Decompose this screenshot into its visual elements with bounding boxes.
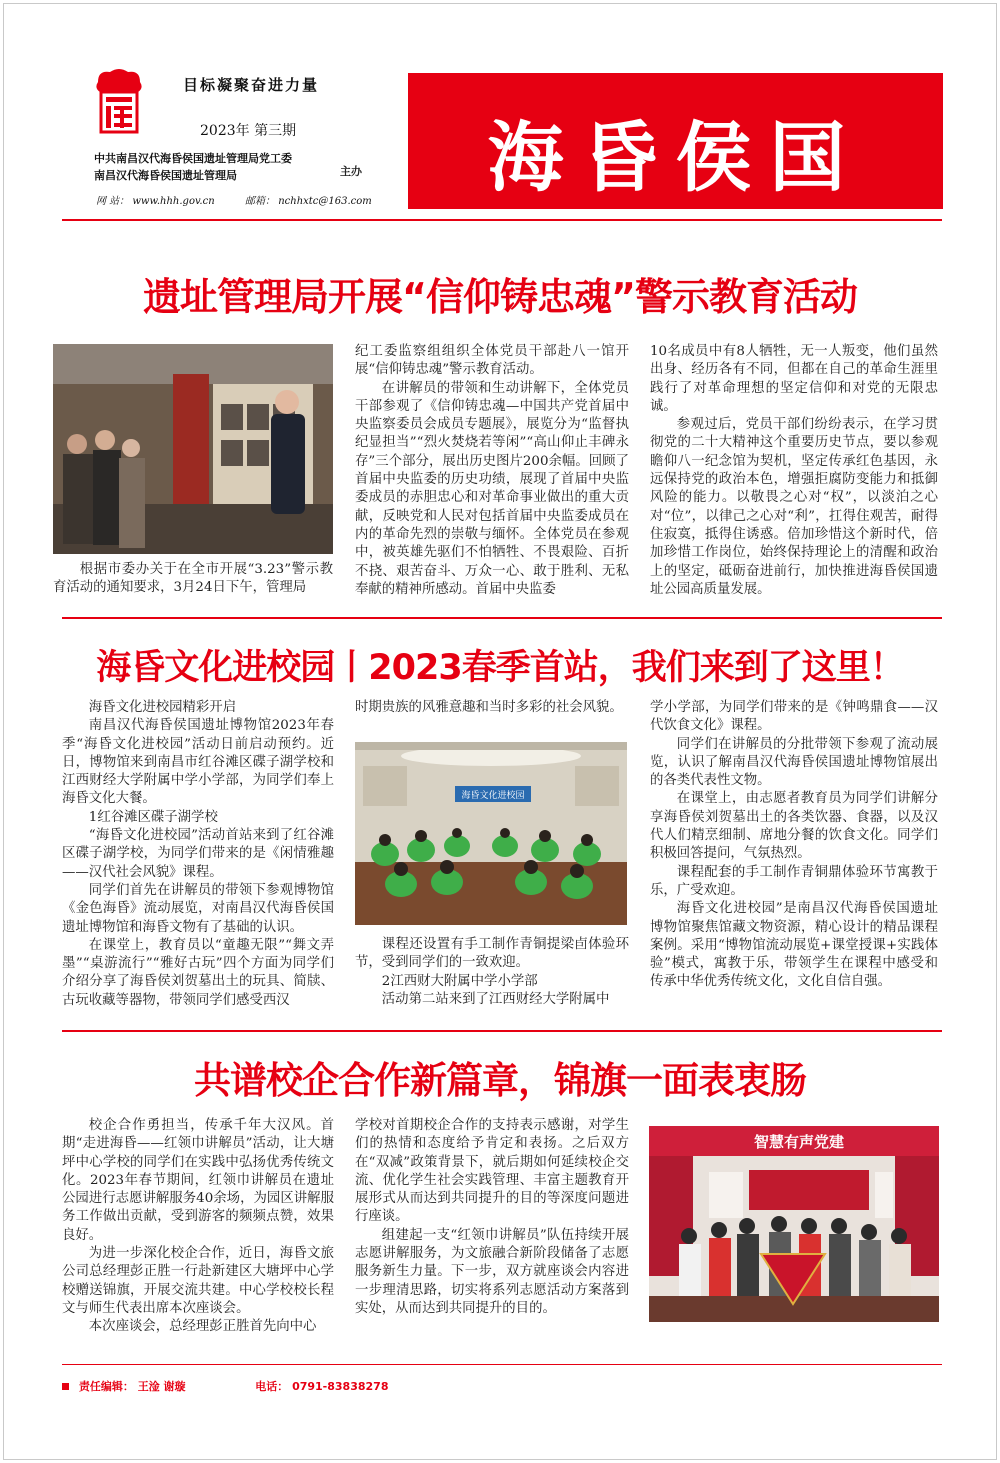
- section-rule: [62, 617, 942, 619]
- organizer-line-2: 南昌汉代海昏侯国遗址管理局: [94, 169, 237, 182]
- paragraph: 校企合作勇担当，传承千年大汉风。首期“走进海昏——红领巾讲解员”活动，让大塘坪中心学校的同学们在实践中弘扬优秀传统文化。2023年春节期间，红领巾讲解员在遗址公园进行志愿讲解服务40余场，为园区讲解服务工作做出贡献，受到游客的频频点赞，效果良好。: [62, 1118, 334, 1243]
- masthead-title: 海昏侯国: [487, 113, 864, 202]
- slogan: 目标凝聚奋进力量: [183, 76, 320, 94]
- paragraph: 同学们首先在讲解员的带领下参观博物馆《金色海昏》流动展览，对南昌汉代海昏侯国遗址博物馆和海昏文物有了基础的认识。: [62, 882, 334, 935]
- paragraph: 学校对首期校企合作的支持表示感谢，对学生们的热情和态度给予肯定和表扬。之后双方在“双减”政策背景下，就后期如何延续校企交流、优化学生社会实践管理、丰富主题教育开展形式从而达到共同提升的目的等深度问题进行座谈。: [355, 1118, 629, 1225]
- paragraph: 学小学部，为同学们带来的是《钟鸣鼎食——汉代饮食文化》课程。: [650, 700, 938, 734]
- paragraph: “海昏文化进校园”活动首站来到了红谷滩区碟子湖学校，为同学们带来的是《闲情雅趣——汉代社会风貌》课程。: [62, 828, 334, 880]
- phone-number: 0791-83838278: [292, 1380, 389, 1393]
- article2-headline: 海昏文化进校园丨2023春季首站，我们来到了这里！: [96, 648, 904, 688]
- masthead: [408, 73, 943, 209]
- section-rule: [62, 1030, 942, 1032]
- editor-label: 责任编辑：: [78, 1380, 134, 1393]
- article2-col3: [650, 699, 938, 992]
- article1-caption: 根据市委办关于在全市开展“3.23”警示教育活动的通知要求，3月24日下午，管理局: [53, 562, 333, 596]
- paragraph: 为进一步深化校企合作，近日，海昏文旅公司总经理彭正胜一行赴新建区大塘坪中心学校赠送锦旗，开展交流共建。中心学校校长程文与师生代表出席本次座谈会。: [62, 1246, 334, 1316]
- paragraph: 2江西财大附属中学小学部: [381, 973, 538, 989]
- article2-col1: [62, 699, 334, 1010]
- paragraph: 海昏文化进校园”是南昌汉代海昏侯国遗址博物馆聚焦馆藏文物资源，精心设计的精品课程案例。采用“博物馆流动展览+课堂授课+实践体验”模式，寓教于乐，带领学生在课程中感受和传承中华优秀传统文化，文化自信自强。: [650, 901, 938, 990]
- paragraph: 同学们在讲解员的分批带领下参观了流动展览，认识了解南昌汉代海昏侯国遗址博物馆展出的各类代表性文物。: [650, 736, 938, 789]
- seal-logo: [92, 66, 146, 136]
- footer-rule: [62, 1364, 942, 1365]
- organizer-line-1: 中共南昌汉代海昏侯国遗址管理局党工委: [94, 152, 292, 165]
- editor-names: 王淦 谢璇: [137, 1380, 186, 1393]
- website-label: 网 站：: [96, 196, 130, 207]
- paragraph: 课程配套的手工制作青铜鼎体验环节寓教于乐，广受欢迎。: [650, 864, 938, 898]
- article3-photo: [649, 1126, 939, 1322]
- contact-line: [96, 192, 372, 207]
- paragraph: 纪工委监察组组织全体党员干部赴八一馆开展“信仰铸忠魂”警示教育活动。: [355, 344, 629, 378]
- article2-col2-bottom: [355, 936, 629, 1009]
- paragraph: 在讲解员的带领和生动讲解下，全体党员干部参观了《信仰铸忠魂—中国共产党首届中央监察委员会成员专题展》，展览分为“监督执纪显担当”“烈火焚烧若等闲”“高山仰止丰碑永存”三个部分，展出历史图片200余幅。回顾了首届中央监委的历史功绩，展现了首届中央监委成员的赤胆忠心和对革命事业做出的重大贡献，反映党和人民对包括首届中央监委成员在内的革命先烈的崇敬与缅怀。全体党员在参观中，被英雄先驱们不怕牺牲、不畏艰险、百折不挠、艰苦奋斗、万众一心、敢于胜利、无私奉献的精神所感动。首届中央监委: [355, 380, 629, 597]
- bullet-square-icon: [62, 1383, 69, 1390]
- paragraph: 本次座谈会，总经理彭正胜首先向中心: [88, 1319, 317, 1335]
- article1-col3: [650, 343, 938, 599]
- article3-col1: [62, 1117, 334, 1337]
- article1-headline: 遗址管理局开展“信仰铸忠魂”警示教育活动: [143, 275, 857, 319]
- email-label: 邮箱：: [245, 196, 276, 207]
- footer: [62, 1378, 388, 1394]
- article3-col2: [355, 1117, 629, 1318]
- paragraph: 参观过后，党员干部们纷纷表示，在学习贯彻党的二十大精神这个重要历史节点，要以参观瞻仰八一纪念馆为契机，坚定传承红色基因，永远保持党的政治本色，增强拒腐防变能力和抵御风险的能力。以敬畏之心对“权”，以淡泊之心对“位”，以律己之心对“利”，扛得住观苦，耐得住寂寞，抵得住诱惑。倍加珍惜这个新时代，倍加珍惜工作岗位，始终保持理论上的清醒和政治上的坚定，砥砺奋进前行，加快推进海昏侯国遗址公园高质量发展。: [650, 417, 938, 597]
- phone-label: 电话：: [255, 1380, 289, 1393]
- host-label: 主办: [340, 165, 362, 178]
- article1-col2: [355, 343, 629, 599]
- photo-banner: 智慧有声党建: [753, 1133, 845, 1151]
- paragraph: 时期贵族的风雅意趣和当时多彩的社会风貌。: [355, 700, 623, 715]
- article2-col2-top: [355, 699, 629, 717]
- paragraph: 海昏文化进校园精彩开启: [88, 700, 237, 715]
- paragraph: 组建起一支“红领巾讲解员”队伍持续开展志愿讲解服务，为文旅融合新阶段储备了志愿服务新生力量。下一步，双方就座谈会内容进一步理清思路，切实将系列志愿活动方案落到实处，从而达到共同提升的目的。: [355, 1227, 629, 1316]
- article1-photo: [53, 344, 333, 554]
- website-link[interactable]: www.hhh.gov.cn: [132, 196, 215, 207]
- paragraph: 课程还设置有手工制作青铜提梁卣体验环节，受到同学们的一致欢迎。: [355, 937, 629, 971]
- article2-photo: [355, 742, 627, 925]
- photo-banner: 海昏文化进校园: [461, 791, 525, 801]
- email-link[interactable]: nchhxtc@163.com: [278, 196, 372, 207]
- issue-number: 2023年 第三期: [200, 123, 297, 139]
- paragraph: 活动第二站来到了江西财经大学附属中: [381, 991, 610, 1007]
- paragraph: 1红谷滩区碟子湖学校: [88, 809, 218, 825]
- paragraph: 南昌汉代海昏侯国遗址博物馆2023年春季“海昏文化进校园”活动日前启动预约。近日，博物馆来到南昌市红谷滩区碟子湖学校和江西财经大学附属中学小学部，为同学们奉上海昏文化大餐。: [62, 718, 334, 807]
- paragraph: 在课堂上，教育员以“童趣无限”“舞文弄墨”“桌游流行”“雅好古玩”四个方面为同学们介绍分享了海昏侯刘贺墓出土的玩具、简牍、古玩收藏等器物，带领同学们感受西汉: [62, 937, 334, 1008]
- paragraph: 10名成员中有8人牺牲，无一人叛变，他们虽然出身、经历各有不同，但都在自己的革命生涯里践行了对革命理想的坚定信仰和对党的无限忠诚。: [650, 344, 938, 414]
- article3-headline: 共谱校企合作新篇章，锦旗一面表衷肠: [194, 1059, 806, 1102]
- header-rule: [62, 219, 942, 221]
- paragraph: 在课堂上，由志愿者教育员为同学们讲解分享海昏侯刘贺墓出土的各类饮器、食器，以及汉代人们精烹细制、席地分餐的饮食文化。同学们积极回答提问，气氛热烈。: [650, 791, 938, 862]
